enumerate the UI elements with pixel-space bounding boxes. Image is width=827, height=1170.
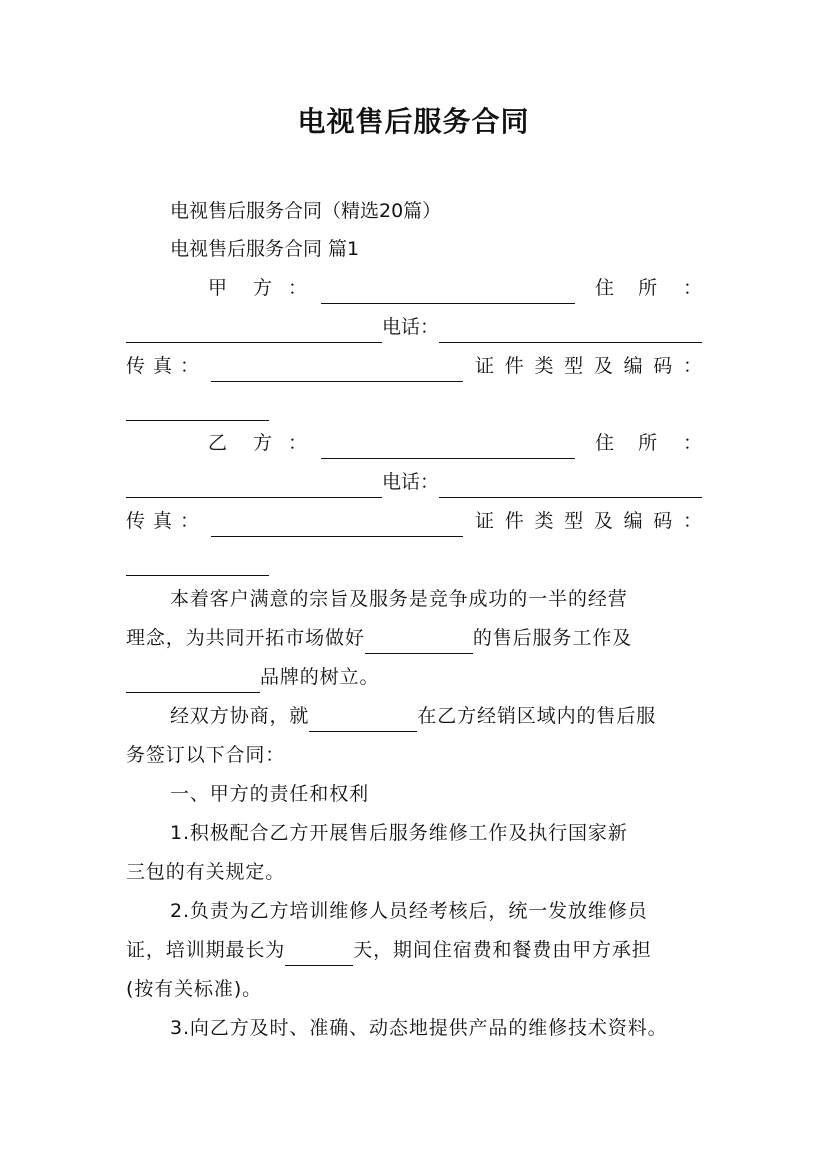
party-a-row (208, 272, 702, 304)
item-1-line-1: 1.积极配合乙方开展售后服务维修工作及执行国家新 (170, 822, 628, 844)
party-b-address-label-2: 所 (638, 432, 658, 454)
part-heading: 电视售后服务合同 篇1 (170, 238, 360, 260)
party-a-phone-label: 电话： (382, 316, 440, 338)
paragraph-1-line-1: 本着客户满意的宗旨及服务是竞争成功的一半的经营 (170, 588, 628, 610)
party-a-id-label: 证 件 类 型 及 编 码 ： (475, 355, 702, 377)
party-b-id-blank-row (126, 544, 702, 576)
item-1-line-2: 三包的有关规定。 (126, 861, 286, 883)
subtitle: 电视售后服务合同（精选20篇） (170, 200, 442, 222)
party-b-colon: ： (288, 432, 308, 454)
paragraph-1-blank-2 (126, 670, 260, 693)
party-a-fax-blank (211, 359, 463, 382)
party-a-id-blank-row (126, 389, 702, 421)
party-b-row (208, 427, 702, 459)
party-b-fax-colon: ： (180, 510, 200, 532)
paragraph-1-line-3: 品牌的树立。 (126, 661, 702, 693)
party-a-address-label-2: 所 (638, 277, 658, 299)
party-b-address-colon: ： (682, 432, 702, 454)
party-b-phone-label: 电话： (382, 471, 440, 493)
party-a-phone-blank (439, 320, 702, 343)
paragraph-2-blank (309, 709, 417, 732)
party-b-label-1: 乙 (208, 432, 228, 454)
party-a-phone-row (126, 311, 702, 343)
party-a-label-2: 方 (253, 277, 273, 299)
party-b-address-label-1: 住 (595, 432, 615, 454)
party-a-label-1: 甲 (208, 277, 228, 299)
party-a-name-blank (321, 281, 575, 304)
party-b-fax-blank (211, 514, 463, 537)
party-a-id-blank (126, 398, 269, 421)
paragraph-1-line-2: 理念，为共同开拓市场做好 的售后服务工作及 (126, 622, 702, 654)
party-a-address-colon: ： (682, 277, 702, 299)
item-2-line-2: 证，培训期最长为 天，期间住宿费和餐费由甲方承担 (126, 934, 702, 966)
party-b-id-blank (126, 553, 269, 576)
party-a-address-blank (126, 320, 382, 343)
party-b-fax-row (126, 505, 702, 537)
section-1-heading: 一、甲方的责任和权利 (170, 783, 370, 805)
party-b-address-blank (126, 475, 382, 498)
party-a-fax-row (126, 350, 702, 382)
item-2-line-3: (按有关标准)。 (126, 978, 263, 1000)
party-a-fax-label-2: 真 (153, 355, 173, 377)
party-b-phone-row (126, 466, 702, 498)
paragraph-2-line-2: 务签订以下合同： (126, 744, 286, 766)
party-b-fax-label-2: 真 (153, 510, 173, 532)
party-b-fax-label-1: 传 (126, 510, 146, 532)
item-2-line-1: 2.负责为乙方培训维修人员经考核后，统一发放维修员 (170, 900, 648, 922)
document-title: 电视售后服务合同 (297, 105, 530, 138)
party-a-address-label-1: 住 (595, 277, 615, 299)
party-b-label-2: 方 (253, 432, 273, 454)
party-b-phone-blank (439, 475, 702, 498)
party-a-fax-colon: ： (180, 355, 200, 377)
paragraph-1-blank-1 (365, 631, 473, 654)
party-b-name-blank (321, 436, 575, 459)
party-a-colon: ： (288, 277, 308, 299)
paragraph-2-line-1: 经双方协商，就 在乙方经销区域内的售后服 (170, 700, 702, 732)
item-3-line-1: 3.向乙方及时、准确、动态地提供产品的维修技术资料。 (170, 1017, 668, 1039)
party-a-fax-label-1: 传 (126, 355, 146, 377)
party-b-id-label: 证 件 类 型 及 编 码 ： (475, 510, 702, 532)
item-2-days-blank (285, 943, 353, 966)
